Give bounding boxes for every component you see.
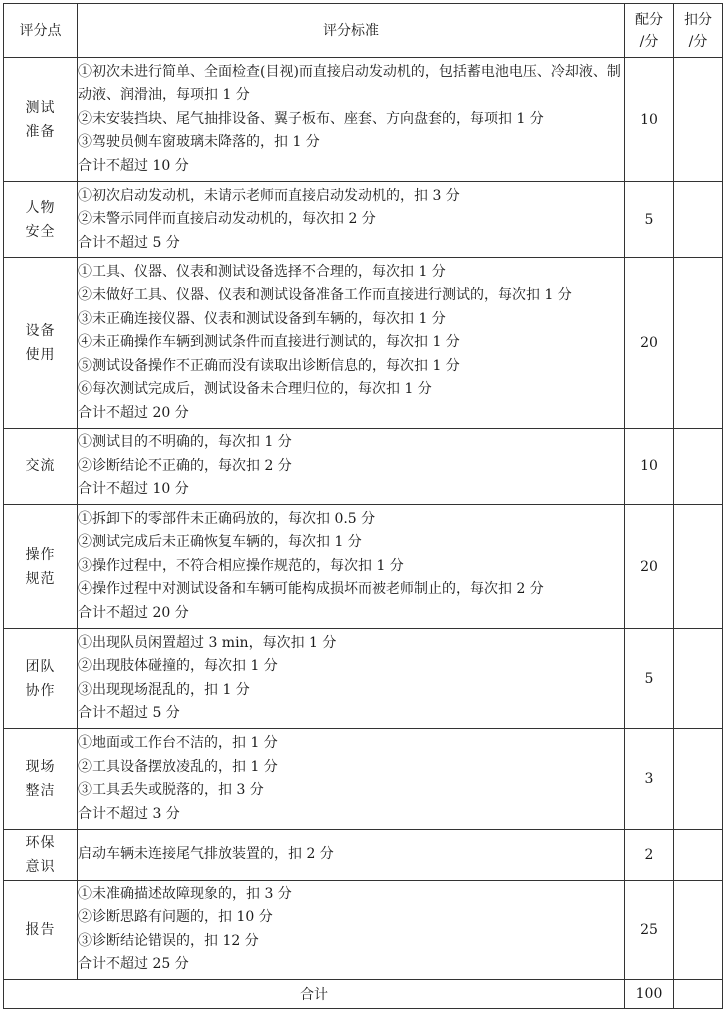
total-deduct (674, 980, 723, 1009)
score-value: 25 (625, 880, 674, 979)
total-label: 合计 (4, 980, 625, 1009)
criteria-item: ②诊断结论不正确的，每次扣 2 分 (78, 457, 292, 474)
criteria-item: 合计不超过 3 分 (78, 805, 180, 822)
deduct-value (674, 729, 723, 829)
scoring-criteria (78, 58, 625, 182)
criteria-item: ②诊断思路有问题的，扣 10 分 (78, 909, 273, 926)
score-value: 2 (625, 829, 674, 880)
criteria-item: 启动车辆未连接尾气排放装置的，扣 2 分 (78, 845, 334, 862)
score-value: 20 (625, 258, 674, 428)
table-row (4, 428, 723, 504)
table-row (4, 880, 723, 979)
scoring-point-line: 团队 (25, 658, 56, 675)
score-value: 10 (625, 58, 674, 182)
criteria-item: ③驾驶员侧车窗玻璃未降落的，扣 1 分 (78, 134, 320, 151)
criteria-item: ①未准确描述故障现象的，扣 3 分 (78, 885, 292, 902)
criteria-item: ⑤测试设备操作不正确而没有读取出诊断信息的，每次扣 1 分 (78, 357, 460, 374)
scoring-point (4, 258, 78, 428)
table-body (4, 58, 723, 980)
scoring-point-line: 设备 (25, 323, 56, 340)
score-value: 3 (625, 729, 674, 829)
criteria-item: ①拆卸下的零部件未正确码放的，每次扣 0.5 分 (78, 510, 376, 527)
scoring-point (4, 58, 78, 182)
deduct-value (674, 58, 723, 182)
criteria-item: ①测试目的不明确的，每次扣 1 分 (78, 434, 292, 451)
table-row (4, 58, 723, 182)
criteria-item: ③未正确连接仪器、仪表和测试设备到车辆的，每次扣 1 分 (78, 310, 446, 327)
scoring-criteria (78, 880, 625, 979)
scoring-point-line: 人物 (25, 199, 56, 216)
scoring-criteria (78, 829, 625, 880)
scoring-point-line: 意识 (25, 858, 56, 875)
criteria-item: ③诊断结论错误的，扣 12 分 (78, 932, 259, 949)
scoring-point-line: 协作 (25, 682, 56, 699)
criteria-item: ③工具丢失或脱落的，扣 3 分 (78, 782, 264, 798)
header-row (4, 4, 723, 58)
criteria-item: ①初次未进行简单、全面检查(目视)而直接启动发动机的，包括蓄电池电压、冷却液、制动液、润滑油，每项扣 1 分 (78, 63, 621, 104)
header-criteria: 评分标准 (78, 4, 625, 58)
header-score-line1: 配分 (635, 11, 663, 28)
criteria-item: ②出现肢体碰撞的，每次扣 1 分 (78, 658, 278, 675)
table-row (4, 629, 723, 729)
header-score (625, 4, 674, 58)
header-deduct (674, 4, 723, 58)
scoring-point (4, 880, 78, 979)
criteria-item: 合计不超过 10 分 (78, 157, 189, 174)
score-value: 5 (625, 629, 674, 729)
scoring-point-line: 使用 (25, 347, 56, 364)
criteria-item: 合计不超过 25 分 (78, 956, 189, 973)
scoring-point (4, 729, 78, 829)
criteria-item: 合计不超过 20 分 (78, 604, 189, 621)
criteria-item: ②未警示同伴而直接启动发动机的，每次扣 2 分 (78, 211, 376, 228)
criteria-item: ②测试完成后未正确恢复车辆的，每次扣 1 分 (78, 534, 362, 551)
header-deduct-line1: 扣分 (684, 11, 712, 28)
criteria-item: ②工具设备摆放凌乱的，扣 1 分 (78, 758, 278, 775)
criteria-item: 合计不超过 5 分 (78, 234, 180, 251)
score-value: 5 (625, 182, 674, 258)
table-row (4, 258, 723, 428)
criteria-item: ⑥每次测试完成后，测试设备未合理归位的，每次扣 1 分 (78, 381, 432, 398)
criteria-item: 合计不超过 5 分 (78, 705, 180, 722)
scoring-point-line: 整洁 (25, 783, 56, 799)
deduct-value (674, 182, 723, 258)
table-row (4, 504, 723, 628)
header-score-line2: /分 (639, 33, 659, 50)
criteria-item: ②未安装挡块、尾气抽排设备、翼子板布、座套、方向盘套的，每项扣 1 分 (78, 110, 544, 127)
criteria-item: ②未做好工具、仪器、仪表和测试设备准备工作而直接进行测试的，每次扣 1 分 (78, 287, 572, 304)
deduct-value (674, 428, 723, 504)
scoring-point-line: 安全 (25, 223, 56, 240)
deduct-value (674, 258, 723, 428)
criteria-item: ③出现现场混乱的，扣 1 分 (78, 681, 250, 698)
scoring-criteria (78, 504, 625, 628)
deduct-value (674, 880, 723, 979)
scoring-point-line: 操作 (25, 546, 56, 563)
table-row (4, 829, 723, 880)
scoring-point (4, 182, 78, 258)
scoring-criteria (78, 629, 625, 729)
deduct-value (674, 629, 723, 729)
score-value: 20 (625, 504, 674, 628)
criteria-item: ④未正确操作车辆到测试条件而直接进行测试的，每次扣 1 分 (78, 334, 460, 351)
criteria-item: ③操作过程中，不符合相应操作规范的，每次扣 1 分 (78, 557, 404, 574)
scoring-criteria (78, 258, 625, 428)
total-row (4, 980, 723, 1009)
criteria-item: ①工具、仪器、仪表和测试设备选择不合理的，每次扣 1 分 (78, 263, 446, 280)
header-point: 评分点 (4, 4, 78, 58)
scoring-point (4, 504, 78, 628)
scoring-criteria (78, 729, 625, 829)
deduct-value (674, 829, 723, 880)
score-value: 10 (625, 428, 674, 504)
scoring-criteria (78, 182, 625, 258)
criteria-item: 合计不超过 20 分 (78, 404, 189, 421)
scoring-point-line: 规范 (25, 570, 56, 587)
scoring-table (3, 3, 723, 1009)
scoring-point-line: 环保 (25, 834, 56, 851)
total-score: 100 (625, 980, 674, 1009)
criteria-item: ④操作过程中对测试设备和车辆可能构成损坏而被老师制止的，每次扣 2 分 (78, 581, 544, 598)
scoring-point-line: 测试 (25, 99, 56, 116)
criteria-item: 合计不超过 10 分 (78, 481, 189, 498)
scoring-point-line: 现场 (25, 759, 56, 775)
header-deduct-line2: /分 (688, 33, 708, 50)
criteria-item: ①出现队员闲置超过 3 min，每次扣 1 分 (78, 634, 337, 651)
scoring-criteria (78, 428, 625, 504)
scoring-point (4, 829, 78, 880)
scoring-point (4, 629, 78, 729)
deduct-value (674, 504, 723, 628)
criteria-item: ①初次启动发动机，未请示老师而直接启动发动机的，扣 3 分 (78, 187, 460, 204)
criteria-item: ①地面或工作台不洁的，扣 1 分 (78, 735, 278, 751)
table-row (4, 182, 723, 258)
scoring-point-line: 交流 (25, 458, 56, 475)
scoring-point (4, 428, 78, 504)
scoring-point-line: 准备 (25, 123, 56, 140)
scoring-point-line: 报告 (25, 921, 56, 938)
table-row (4, 729, 723, 829)
